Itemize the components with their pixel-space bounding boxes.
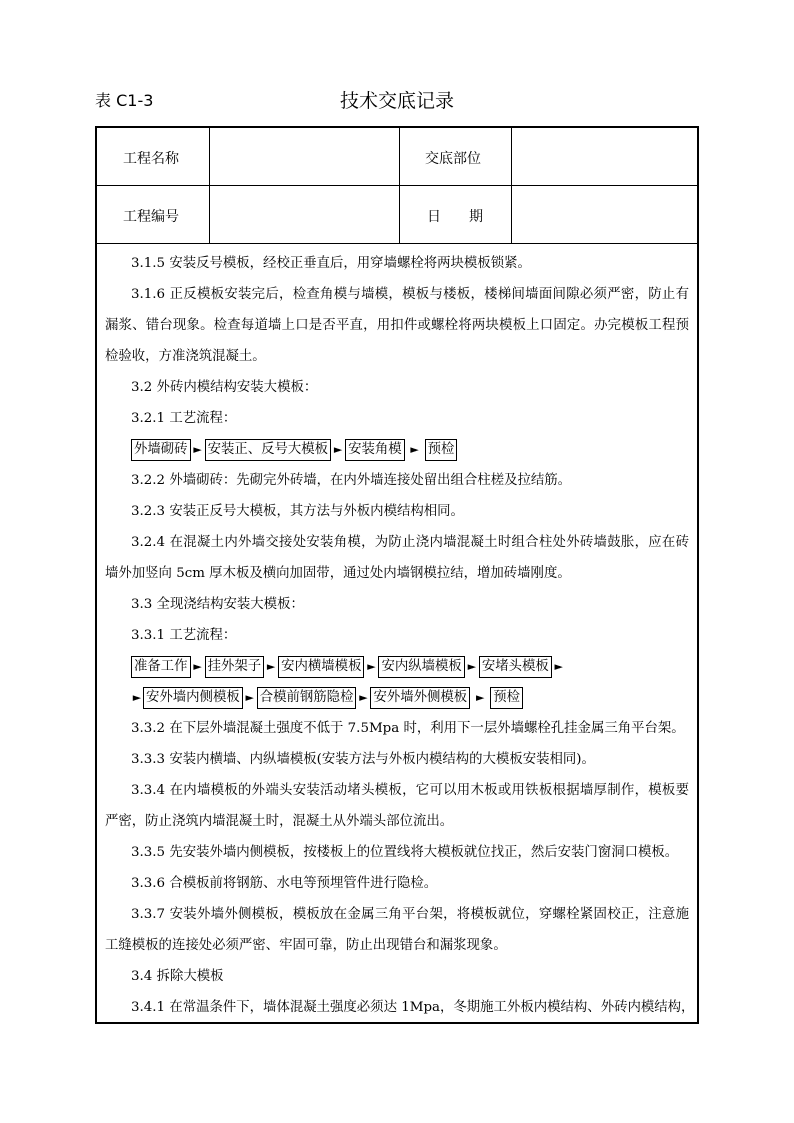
flow-step: 安内横墙模板 [278, 656, 364, 678]
arrow-right-icon: ► [266, 660, 276, 673]
paragraph: 3.3.3 安装内横墙、内纵墙模板(安装方法与外板内模结构的大模板安装相同)。 [131, 752, 595, 767]
arrow-right-icon: ► [359, 691, 368, 704]
paragraph: 3.2.2 外墙砌砖：先砌完外砖墙，在内外墙连接处留出组合柱槎及拉结筋。 [131, 473, 572, 488]
arrow-right-icon: ► [132, 691, 142, 704]
flow-step: 预检 [490, 687, 523, 709]
flow-step: 挂外架子 [205, 656, 265, 678]
arrow-right-icon: ► [245, 691, 254, 704]
paragraph: 3.1.5 安装反号模板，经校正垂直后，用穿墙螺栓将两块模板锁紧。 [131, 256, 531, 271]
arrow-right-icon: ► [193, 660, 202, 673]
disclosure-content [105, 248, 695, 1023]
arrow-right-icon: ► [467, 660, 477, 673]
paragraph: 3.2.4 在混凝土内外墙交接处安装角模，为防止浇内墙混凝土时组合柱处外砖墙鼓胀，应在砖墙外加竖向 5cm 厚木板及横向加固带，通过处内墙钢模拉结，增加砖墙刚度。 [105, 535, 689, 581]
paragraph: 3.3.2 在下层外墙混凝土强度不低于 7.5Mpa 时，利用下一层外墙螺栓孔挂金属三角平台架。 [131, 721, 685, 736]
project-no-label: 工程编号 [123, 209, 179, 225]
paragraph: 3.3.6 合模板前将钢筋、水电等预埋管件进行隐检。 [131, 876, 438, 891]
flow-step: 安装角模 [345, 439, 405, 461]
page-title: 技术交底记录 [339, 90, 454, 112]
paragraph: 3.2.3 安装正反号大模板，其方法与外板内模结构相同。 [131, 504, 464, 519]
flow-step: 安外墙内侧模板 [143, 687, 243, 709]
part-label: 交底部位 [425, 151, 481, 167]
paragraph: 3.1.6 正反模板安装完后，检查角模与墙模，模板与楼板，楼梯间墙面间隙必须严密，防止有漏浆、错台现象。检查每道墙上口是否平直，用扣件或螺栓将两块模板上口固定。办完模板工程预检验收，方准浇筑混凝土。 [105, 287, 689, 364]
process-flow-2-line-2 [105, 682, 689, 713]
paragraph: 3.4.1 在常温条件下，墙体混凝土强度必须达 1Mpa，冬期施工外板内模结构、外砖内模结构， [131, 1000, 695, 1015]
paragraph: 3.3.7 安装外墙外侧模板，模板放在金属三角平台架，将模板就位，穿螺栓紧固校正，注意施工缝模板的连接处必须严密、牢固可靠，防止出现错台和漏浆现象。 [105, 907, 689, 953]
arrow-right-icon: ► [193, 443, 202, 456]
flow-step: 外墙砌砖 [131, 439, 191, 461]
flow-step: 安装正、反号大模板 [205, 439, 332, 461]
section-heading: 3.2 外砖内模结构安装大模板： [131, 380, 318, 395]
col-divider [399, 128, 400, 243]
col-divider [511, 128, 512, 243]
paragraph: 3.3.5 先安装外墙内侧模板，按楼板上的位置线将大模板就位找正，然后安装门窗洞口模板。 [131, 845, 679, 860]
arrow-right-icon: ► [554, 660, 563, 673]
flow-step: 合模前钢筋隐检 [257, 687, 357, 709]
row-divider [97, 243, 697, 244]
section-heading: 3.3 全现浇结构安装大模板： [131, 597, 304, 612]
flow-step: 安堵头模板 [479, 656, 552, 678]
flow-step: 安外墙外侧模板 [370, 687, 470, 709]
section-heading: 3.4 拆除大模板 [131, 969, 224, 984]
project-name-label: 工程名称 [123, 151, 179, 167]
flow-step: 安内纵墙模板 [378, 656, 464, 678]
arrow-right-icon: ► [367, 660, 376, 673]
form-code: 表 C1-3 [95, 91, 154, 110]
arrow-right-icon: ► [410, 443, 419, 456]
flow-step: 准备工作 [131, 656, 191, 678]
col-divider [209, 128, 210, 243]
flow-step: 预检 [425, 439, 458, 461]
subsection-heading: 3.2.1 工艺流程： [131, 411, 237, 426]
arrow-right-icon: ► [475, 691, 485, 704]
date-label: 日 期 [427, 209, 483, 225]
paragraph: 3.3.4 在内墙模板的外端头安装活动堵头模板，它可以用木板或用铁板根据墙厚制作，模板要严密，防止浇筑内墙混凝土时，混凝土从外端头部位流出。 [105, 783, 689, 829]
arrow-right-icon: ► [333, 443, 343, 456]
record-table [95, 126, 699, 1024]
process-flow-1 [105, 434, 689, 465]
subsection-heading: 3.3.1 工艺流程： [131, 628, 237, 643]
process-flow-2-line-1 [105, 651, 689, 682]
row-divider [97, 185, 697, 186]
